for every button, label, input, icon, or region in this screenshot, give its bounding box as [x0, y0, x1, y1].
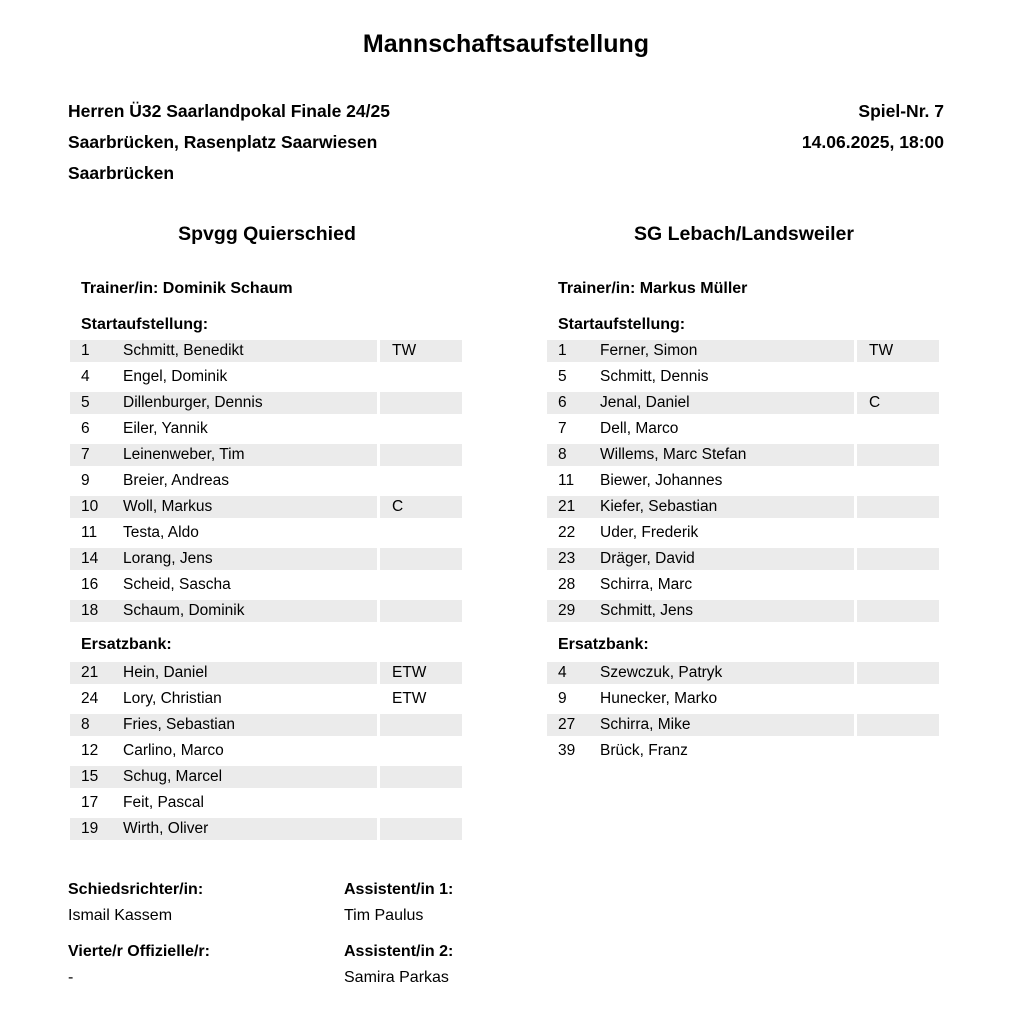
- player-row: [70, 818, 464, 844]
- player-row: [70, 766, 464, 792]
- player-number: 8: [70, 714, 114, 736]
- player-row: [547, 418, 941, 444]
- player-name: Dillenburger, Dennis: [114, 392, 377, 414]
- player-number: 7: [70, 444, 114, 466]
- player-name: Feit, Pascal: [123, 794, 204, 811]
- player-row: [547, 548, 941, 574]
- fourth-official-name: -: [68, 969, 74, 986]
- home-starting-list: [70, 340, 464, 626]
- competition-name: Herren Ü32 Saarlandpokal Finale 24/25: [68, 101, 390, 121]
- player-row: [70, 662, 464, 688]
- match-info-right: [802, 96, 944, 158]
- player-name: Biewer, Johannes: [600, 472, 723, 489]
- player-name: Hein, Daniel: [114, 662, 377, 684]
- player-number: 9: [81, 472, 90, 489]
- player-role: [857, 662, 939, 684]
- player-number: 29: [547, 600, 591, 622]
- player-name: Carlino, Marco: [123, 742, 224, 759]
- game-number: Spiel-Nr. 7: [858, 101, 944, 121]
- player-role: [380, 392, 462, 414]
- player-row: [70, 340, 464, 366]
- home-bench-list: [70, 662, 464, 844]
- player-role: [380, 444, 462, 466]
- player-row: [70, 470, 464, 496]
- player-role: [857, 688, 939, 710]
- player-name: Schmitt, Dennis: [600, 368, 709, 385]
- player-number: 8: [547, 444, 591, 466]
- player-row: [547, 522, 941, 548]
- player-name: Hunecker, Marko: [600, 690, 718, 707]
- player-name: Brück, Franz: [600, 742, 688, 759]
- player-role: [857, 600, 939, 622]
- player-role: TW: [380, 340, 462, 362]
- home-team-name: Spvgg Quierschied: [178, 223, 356, 245]
- player-number: 5: [70, 392, 114, 414]
- player-row: [70, 688, 464, 714]
- player-name: Fries, Sebastian: [114, 714, 377, 736]
- player-role: [857, 366, 939, 388]
- player-name: Schirra, Marc: [600, 576, 693, 593]
- player-name: Ferner, Simon: [591, 340, 854, 362]
- player-row: [70, 366, 464, 392]
- player-role: TW: [857, 340, 939, 362]
- player-number: 18: [70, 600, 114, 622]
- player-role: [857, 714, 939, 736]
- assistant2-name: Samira Parkas: [344, 969, 449, 986]
- player-number: 11: [558, 472, 575, 489]
- player-number: 15: [70, 766, 114, 788]
- player-number: 10: [70, 496, 114, 518]
- player-number: 21: [70, 662, 114, 684]
- away-trainer: Trainer/in: Markus Müller: [558, 280, 748, 297]
- player-role: [857, 740, 939, 762]
- player-row: [547, 688, 941, 714]
- player-row: [547, 496, 941, 522]
- player-role: [380, 574, 462, 596]
- player-role: ETW: [380, 662, 462, 684]
- player-name: Schug, Marcel: [114, 766, 377, 788]
- player-name: Schmitt, Jens: [591, 600, 854, 622]
- player-role: [857, 548, 939, 570]
- player-row: [547, 340, 941, 366]
- away-team-name: SG Lebach/Landsweiler: [634, 223, 854, 245]
- assistant2-label: Assistent/in 2:: [344, 943, 454, 960]
- player-name: Dräger, David: [591, 548, 854, 570]
- player-number: 7: [558, 420, 567, 437]
- player-role: [380, 600, 462, 622]
- player-name: Engel, Dominik: [123, 368, 228, 385]
- away-team-panel: [547, 220, 941, 766]
- player-role: [857, 418, 939, 440]
- player-name: Schaum, Dominik: [114, 600, 377, 622]
- player-role: [857, 574, 939, 596]
- player-row: [70, 522, 464, 548]
- player-role: [380, 714, 462, 736]
- player-name: Willems, Marc Stefan: [591, 444, 854, 466]
- player-number: 6: [81, 420, 90, 437]
- player-role: C: [380, 496, 462, 518]
- player-number: 24: [81, 690, 99, 707]
- home-bench-label: Ersatzbank:: [81, 636, 172, 653]
- player-row: [70, 740, 464, 766]
- player-role: [857, 496, 939, 518]
- player-name: Wirth, Oliver: [114, 818, 377, 840]
- player-number: 9: [558, 690, 567, 707]
- page-title: Mannschaftsaufstellung: [362, 30, 650, 58]
- player-role: C: [857, 392, 939, 414]
- player-name: Schmitt, Benedikt: [114, 340, 377, 362]
- player-number: 14: [70, 548, 114, 570]
- player-name: Kiefer, Sebastian: [591, 496, 854, 518]
- player-role: [380, 792, 462, 814]
- player-number: 22: [558, 524, 576, 541]
- player-number: 27: [547, 714, 591, 736]
- referee-label: Schiedsrichter/in:: [68, 881, 204, 898]
- assistant1-name: Tim Paulus: [344, 907, 424, 924]
- player-name: Schirra, Mike: [591, 714, 854, 736]
- player-role: [857, 470, 939, 492]
- player-row: [70, 714, 464, 740]
- player-number: 1: [70, 340, 114, 362]
- player-row: [547, 740, 941, 766]
- player-number: 6: [547, 392, 591, 414]
- player-name: Woll, Markus: [114, 496, 377, 518]
- player-number: 17: [81, 794, 99, 811]
- player-row: [547, 470, 941, 496]
- player-row: [70, 600, 464, 626]
- away-bench-label: Ersatzbank:: [558, 636, 649, 653]
- player-name: Breier, Andreas: [123, 472, 229, 489]
- player-number: 16: [81, 576, 99, 593]
- player-role: [380, 766, 462, 788]
- player-number: 12: [81, 742, 99, 759]
- player-role: [380, 818, 462, 840]
- player-row: [547, 444, 941, 470]
- player-role: [380, 470, 462, 492]
- away-bench-list: [547, 662, 941, 766]
- player-number: 1: [547, 340, 591, 362]
- home-trainer: Trainer/in: Dominik Schaum: [81, 280, 293, 297]
- player-name: Szewczuk, Patryk: [591, 662, 854, 684]
- player-name: Scheid, Sascha: [123, 576, 231, 593]
- player-role: [380, 418, 462, 440]
- officials-section: [68, 876, 528, 1000]
- player-name: Jenal, Daniel: [591, 392, 854, 414]
- player-role: [380, 548, 462, 570]
- venue-name: Saarbrücken, Rasenplatz Saarwiesen: [68, 132, 378, 152]
- player-name: Uder, Frederik: [600, 524, 699, 541]
- home-team-panel: [70, 220, 464, 844]
- player-row: [547, 366, 941, 392]
- player-role: [380, 522, 462, 544]
- player-number: 23: [547, 548, 591, 570]
- player-number: 28: [558, 576, 576, 593]
- player-number: 21: [547, 496, 591, 518]
- assistant1-label: Assistent/in 1:: [344, 881, 454, 898]
- player-row: [547, 574, 941, 600]
- away-starting-label: Startaufstellung:: [558, 316, 686, 333]
- player-name: Dell, Marco: [600, 420, 679, 437]
- player-role: [857, 522, 939, 544]
- player-role: [380, 740, 462, 762]
- match-info-left: [68, 96, 390, 189]
- player-number: 5: [558, 368, 567, 385]
- player-number: 11: [81, 524, 98, 541]
- player-row: [70, 574, 464, 600]
- referee-name: Ismail Kassem: [68, 907, 173, 924]
- player-row: [547, 600, 941, 626]
- player-role: ETW: [392, 690, 427, 707]
- player-role: [857, 444, 939, 466]
- player-number: 4: [81, 368, 90, 385]
- player-name: Leinenweber, Tim: [114, 444, 377, 466]
- player-row: [70, 548, 464, 574]
- player-name: Eiler, Yannik: [123, 420, 208, 437]
- home-starting-label: Startaufstellung:: [81, 316, 209, 333]
- player-number: 4: [547, 662, 591, 684]
- player-name: Lorang, Jens: [114, 548, 377, 570]
- player-role: [380, 366, 462, 388]
- away-starting-list: [547, 340, 941, 626]
- player-row: [70, 444, 464, 470]
- player-row: [547, 392, 941, 418]
- player-number: 39: [558, 742, 576, 759]
- player-row: [70, 792, 464, 818]
- player-number: 19: [70, 818, 114, 840]
- player-name: Lory, Christian: [123, 690, 222, 707]
- player-name: Testa, Aldo: [123, 524, 199, 541]
- venue-city: Saarbrücken: [68, 163, 175, 183]
- player-row: [70, 496, 464, 522]
- player-row: [70, 418, 464, 444]
- player-row: [70, 392, 464, 418]
- player-row: [547, 714, 941, 740]
- match-datetime: 14.06.2025, 18:00: [801, 132, 944, 152]
- fourth-official-label: Vierte/r Offizielle/r:: [68, 943, 210, 960]
- player-row: [547, 662, 941, 688]
